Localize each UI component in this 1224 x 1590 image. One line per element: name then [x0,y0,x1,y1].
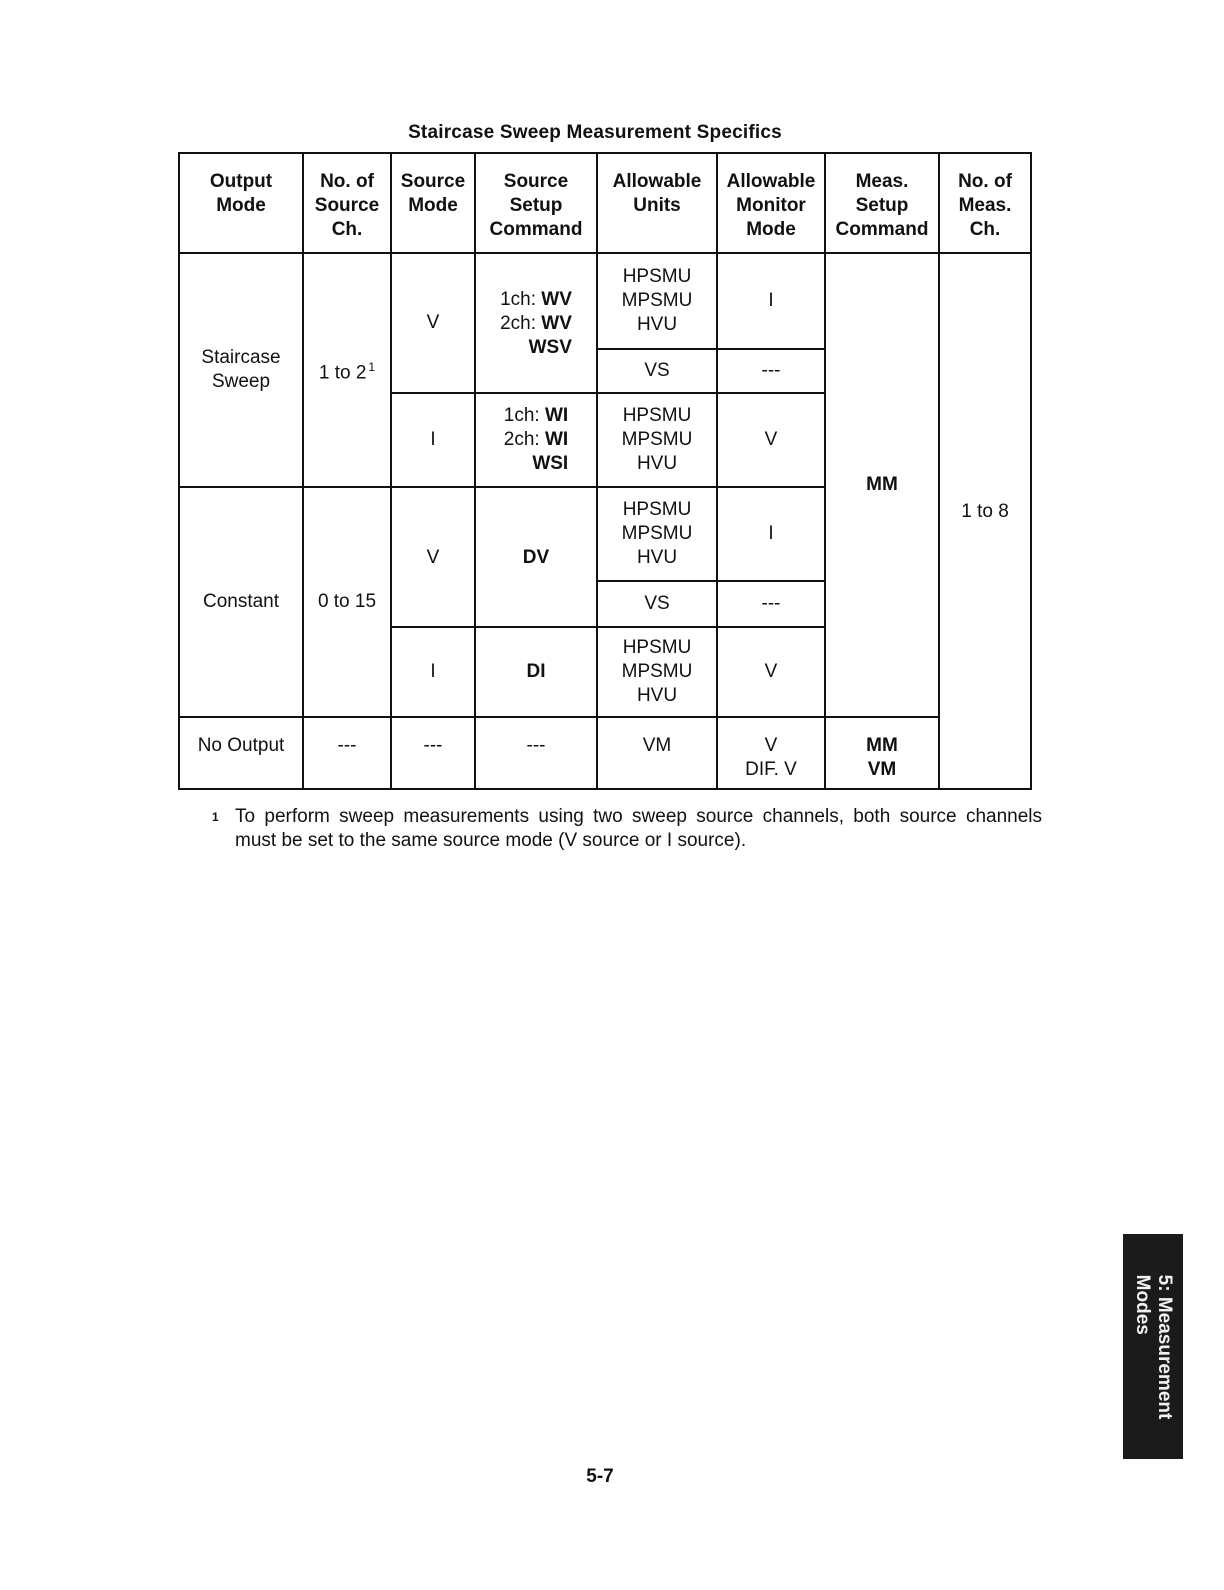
constant-v-source-mode: V [391,487,475,627]
no-meas-ch: 1 to 8 [939,253,1031,789]
meas-setup-main: MM [825,253,939,717]
constant-v-command: DV [475,487,597,627]
constant-i-monitor: V [717,627,825,717]
staircase-v-command: 1ch: WV 2ch: WV WSV [475,253,597,393]
constant-i-units: HPSMU MPSMU HVU [597,627,717,717]
spec-table [178,152,1032,790]
no-output-monitor: V DIF. V [717,717,825,789]
staircase-no-source-ch: 1 to 2 $^1$ [303,253,391,487]
table-title: Staircase Sweep Measurement Specifics [408,122,782,143]
staircase-i-source-mode: I [391,393,475,487]
staircase-v-source-mode: V [391,253,475,393]
staircase-v-units: HPSMU MPSMU HVU [597,253,717,349]
table-row [179,253,1031,349]
footnote-mark: 1 [212,810,219,824]
constant-vs-monitor: --- [717,581,825,627]
no-output-source-ch: --- [303,717,391,789]
staircase-v-monitor: I [717,253,825,349]
no-output-command: --- [475,717,597,789]
staircase-i-monitor: V [717,393,825,487]
header-output-mode: Output Mode [179,153,303,253]
header-allowable-units: Allowable Units [597,153,717,253]
header-source-mode: Source Mode [391,153,475,253]
no-output-source-mode: --- [391,717,475,789]
footnote-ref: 1 [368,359,376,374]
staircase-vs-unit: VS [597,349,717,393]
constant-i-source-mode: I [391,627,475,717]
constant-vs-unit: VS [597,581,717,627]
table-row [179,717,1031,789]
constant-i-command: DI [475,627,597,717]
staircase-output-mode: Staircase Sweep [179,253,303,487]
side-tab-line-1: 5: Measurement [1154,1274,1175,1419]
constant-no-source-ch: 0 to 15 [303,487,391,717]
header-no-source-ch: No. of Source Ch. [303,153,391,253]
staircase-vs-monitor: --- [717,349,825,393]
no-output-units: VM [597,717,717,789]
footnote-text: To perform sweep measurements using two sweep source channels, both source channels must be set to the same source mode (V source or I source). [235,806,1042,851]
header-row [179,153,1031,253]
staircase-i-command: 1ch: WI 2ch: WI WSI [475,393,597,487]
header-allowable-monitor-mode: Allowable Monitor Mode [717,153,825,253]
constant-output-mode: Constant [179,487,303,717]
constant-v-monitor: I [717,487,825,581]
header-meas-setup-command: Meas. Setup Command [825,153,939,253]
constant-v-units: HPSMU MPSMU HVU [597,487,717,581]
page-number: 5-7 [586,1466,614,1487]
no-output-meas-setup: MM VM [825,717,939,789]
chapter-side-tab [1123,1234,1183,1459]
footnote [212,805,1042,853]
no-output-mode: No Output [179,717,303,789]
side-tab-line-2: Modes [1132,1274,1153,1335]
header-no-meas-ch: No. of Meas. Ch. [939,153,1031,253]
staircase-i-units: HPSMU MPSMU HVU [597,393,717,487]
header-source-setup-command: Source Setup Command [475,153,597,253]
